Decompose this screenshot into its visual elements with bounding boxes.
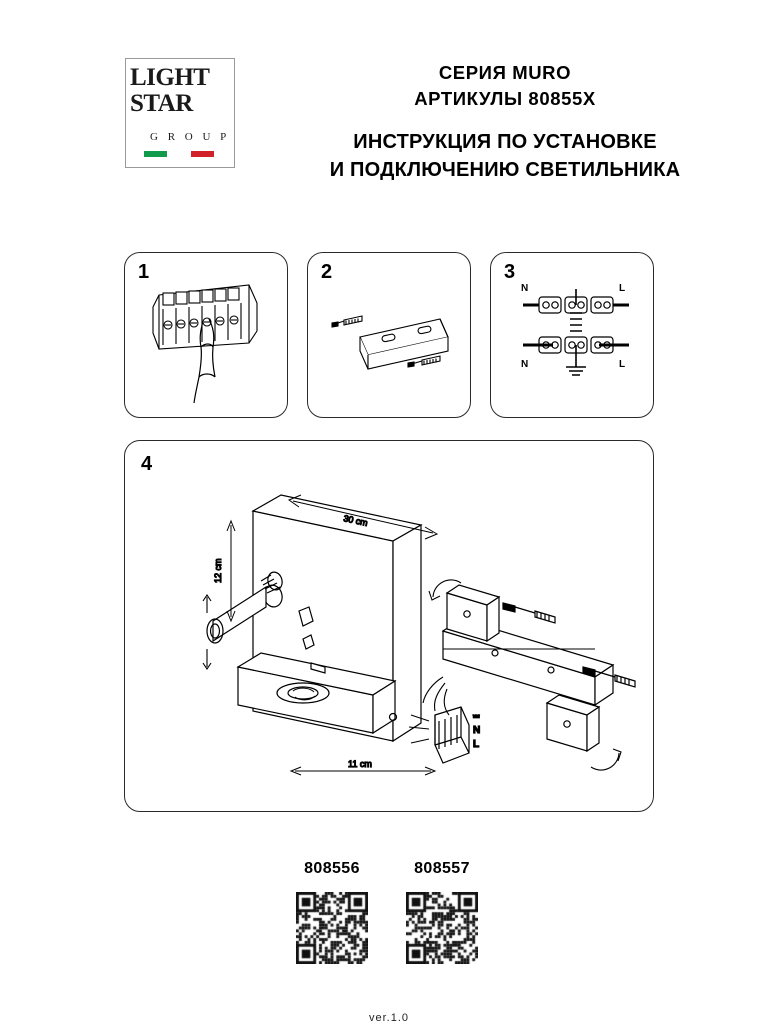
wiring-label-n-bottom: N xyxy=(521,359,529,370)
assembly-illustration xyxy=(143,471,643,801)
logo-line-1: LIGHT xyxy=(130,64,210,91)
terminal-block-illustration xyxy=(139,273,279,409)
logo-group-text: G R O U P xyxy=(150,131,230,143)
title-block xyxy=(245,60,765,184)
terminal-label-n: N xyxy=(473,725,481,736)
step-number-3: 3 xyxy=(504,261,516,283)
code-item-1 xyxy=(272,860,392,964)
step-number-2: 2 xyxy=(321,261,333,283)
header xyxy=(0,40,778,200)
steps-row xyxy=(0,252,778,420)
terminal-label-ground: ⏕ xyxy=(473,711,480,722)
step-box-2 xyxy=(307,252,471,418)
dimension-depth-label: 30 cm xyxy=(342,513,369,529)
step-number-1: 1 xyxy=(138,261,150,283)
dimension-width-label: 11 cm xyxy=(348,759,372,769)
step-number-4: 4 xyxy=(141,453,153,475)
code-label-2: 808557 xyxy=(414,860,470,877)
logo-line-2: STAR xyxy=(130,90,193,117)
instruction-title-line-1: ИНСТРУКЦИЯ ПО УСТАНОВКЕ xyxy=(353,131,657,153)
qr-code-2 xyxy=(406,892,478,964)
step-box-1 xyxy=(124,252,288,418)
mounting-bracket-illustration xyxy=(322,287,462,397)
terminal-label-l: L xyxy=(473,739,480,750)
logo-wordmark xyxy=(130,65,232,116)
qr-code-1 xyxy=(296,892,368,964)
step-box-3 xyxy=(490,252,654,418)
wiring-label-l-bottom: L xyxy=(619,359,626,370)
brand-logo xyxy=(125,58,235,168)
wiring-diagram-illustration xyxy=(511,275,641,395)
code-label-1: 808556 xyxy=(304,860,360,877)
instruction-title-line-2: И ПОДКЛЮЧЕНИЮ СВЕТИЛЬНИКА xyxy=(329,159,681,181)
series-title: СЕРИЯ MURO xyxy=(438,62,572,83)
article-title: АРТИКУЛЫ 80855X xyxy=(414,88,596,109)
bottom-mark: ver.1.0 xyxy=(368,1012,410,1024)
dimension-height-label: 12 cm xyxy=(213,558,223,583)
wiring-label-n-top: N xyxy=(521,283,529,294)
code-item-2 xyxy=(382,860,502,964)
step-box-4 xyxy=(124,440,654,812)
italy-flag-icon xyxy=(144,151,214,157)
wiring-label-l-top: L xyxy=(619,283,626,294)
